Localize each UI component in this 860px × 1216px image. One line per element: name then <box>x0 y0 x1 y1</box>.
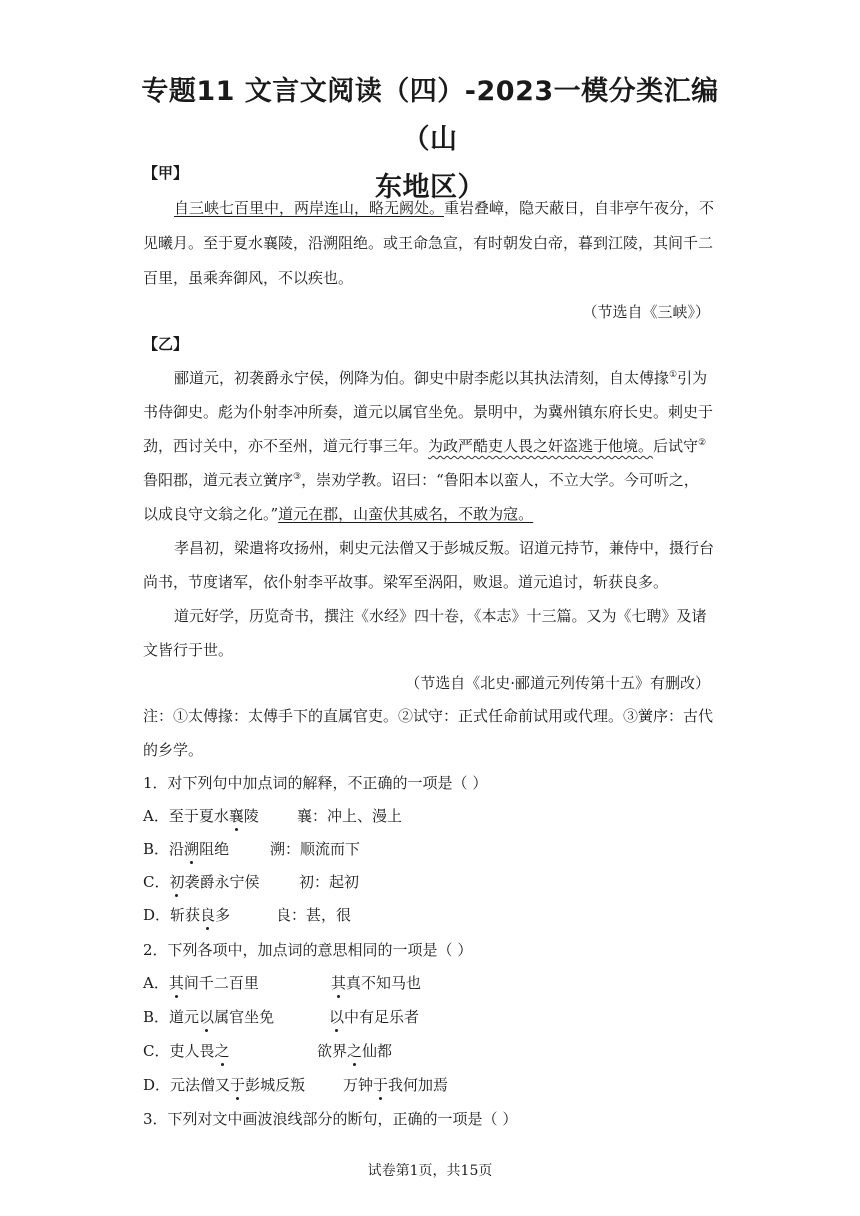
jia-line-2: 见曦月。至于夏水襄陵，沿溯阻绝。或王命急宣，有时朝发白帝，暮到江陵，其间千二 <box>143 234 714 252</box>
yi-line-9: 文皆行于世。 <box>143 641 234 659</box>
yi-source: （节选自《北史·郦道元列传第十五》有删改） <box>405 674 710 692</box>
question-3-stem: 3．下列对文中画波浪线部分的断句，正确的一项是（ ） <box>143 1110 518 1128</box>
q2-option-c[interactable]: C．吏人畏之 欲界之仙都 <box>143 1042 393 1060</box>
yi-line-3: 劲，西讨关中，亦不至州，道元行事三年。为政严酷吏人畏之奸盗逃于他境。后试守② <box>143 437 707 455</box>
yi-line-4: 鲁阳郡，道元表立黉序③，崇劝学教。诏曰：“鲁阳本以蛮人，不立大学。今可听之， <box>143 471 699 489</box>
yi-line-8: 道元好学，历览奇书，撰注《水经》四十卷，《本志》十三篇。又为《七聘》及诸 <box>174 607 707 625</box>
jia-line-3: 百里，虽乘奔御风，不以疾也。 <box>143 269 354 287</box>
section-yi-label: 【乙】 <box>143 335 189 353</box>
q1-option-d[interactable]: D．斩获良多 良：甚，很 <box>143 906 352 924</box>
emphasis-dot-char: 于 <box>230 1076 246 1094</box>
footnote-mark: ② <box>698 438 707 448</box>
section-jia-label: 【甲】 <box>143 164 189 182</box>
q1-option-b[interactable]: B．沿溯阻绝 溯：顺流而下 <box>143 840 361 858</box>
jia-line-1: 自三峡七百里中，两岸连山，略无阙处。重岩叠嶂，隐天蔽日，自非亭午夜分，不 <box>174 199 715 217</box>
note-line-1: 注：①太傅掾：太傅手下的直属官吏。②试守：正式任命前试用或代理。③黉序：古代 <box>143 707 714 725</box>
emphasis-dot-char: 以 <box>329 1008 345 1026</box>
q2-option-d[interactable]: D．元法僧又于彭城反叛 万钟于我何加焉 <box>143 1076 449 1094</box>
title-line-2: 东地区） <box>375 172 485 203</box>
yi-line-7: 尚书，节度诸军，依仆射李平故事。梁军至涡阳，败退。道元追讨，斩获良多。 <box>143 573 669 591</box>
note-line-2: 的乡学。 <box>143 741 204 759</box>
emphasis-dot-char: 良 <box>200 906 216 924</box>
q2-option-a[interactable]: A．其间千二百里 其真不知马也 <box>143 974 422 992</box>
emphasis-dot-char: 其 <box>331 974 347 992</box>
yi-line-2: 书侍御史。彪为仆射李冲所奏，道元以属官坐免。景明中，为冀州镇东府长史。刺史于 <box>143 403 714 421</box>
emphasis-dot-char: 以 <box>199 1008 215 1026</box>
yi-line-1: 郦道元，初袭爵永宁侯，例降为伯。御史中尉李彪以其执法清刻，自太傅掾①引为 <box>174 369 708 387</box>
yi-line-5: 以成良守文翁之化。”道元在郡，山蛮伏其威名，不敢为寇。 <box>143 505 534 523</box>
wavy-underline-sentence: 为政严酷吏人畏之奸盗逃于他境。 <box>428 437 654 455</box>
page-footer: 试卷第1页，共15页 <box>367 1163 493 1179</box>
emphasis-dot-char: 襄 <box>228 807 244 825</box>
footnote-mark: ③ <box>293 472 302 482</box>
question-2-stem: 2．下列各项中，加点词的意思相同的一项是（ ） <box>143 941 473 959</box>
emphasis-dot-char: 之 <box>347 1042 363 1060</box>
page-title <box>120 68 740 212</box>
yi-line-6: 孝昌初，梁遣将攻扬州，刺史元法僧又于彭城反叛。诏道元持节，兼侍中，摄行台 <box>174 539 715 557</box>
jia-source: （节选自《三峡》） <box>582 303 710 321</box>
q1-option-a[interactable]: A．至于夏水襄陵 襄：冲上、漫上 <box>143 807 403 825</box>
underlined-sentence: 道元在郡，山蛮伏其威名，不敢为寇。 <box>278 505 534 523</box>
q2-option-b[interactable]: B．道元以属官坐免 以中有足乐者 <box>143 1008 420 1026</box>
question-1-stem: 1．对下列句中加点词的解释，不正确的一项是（ ） <box>143 774 488 792</box>
emphasis-dot-char: 其 <box>168 974 184 992</box>
emphasis-dot-char: 于 <box>373 1076 389 1094</box>
q1-option-c[interactable]: C．初袭爵永宁侯 初：起初 <box>143 873 360 891</box>
underlined-sentence: 自三峡七百里中，两岸连山，略无阙处。 <box>174 199 445 217</box>
footnote-mark: ① <box>669 370 678 380</box>
title-line-1: 专题11 文言文阅读（四）-2023一模分类汇编（山 <box>141 76 719 155</box>
emphasis-dot-char: 之 <box>214 1042 230 1060</box>
emphasis-dot-char: 溯 <box>184 840 200 858</box>
emphasis-dot-char: 初 <box>169 873 185 891</box>
